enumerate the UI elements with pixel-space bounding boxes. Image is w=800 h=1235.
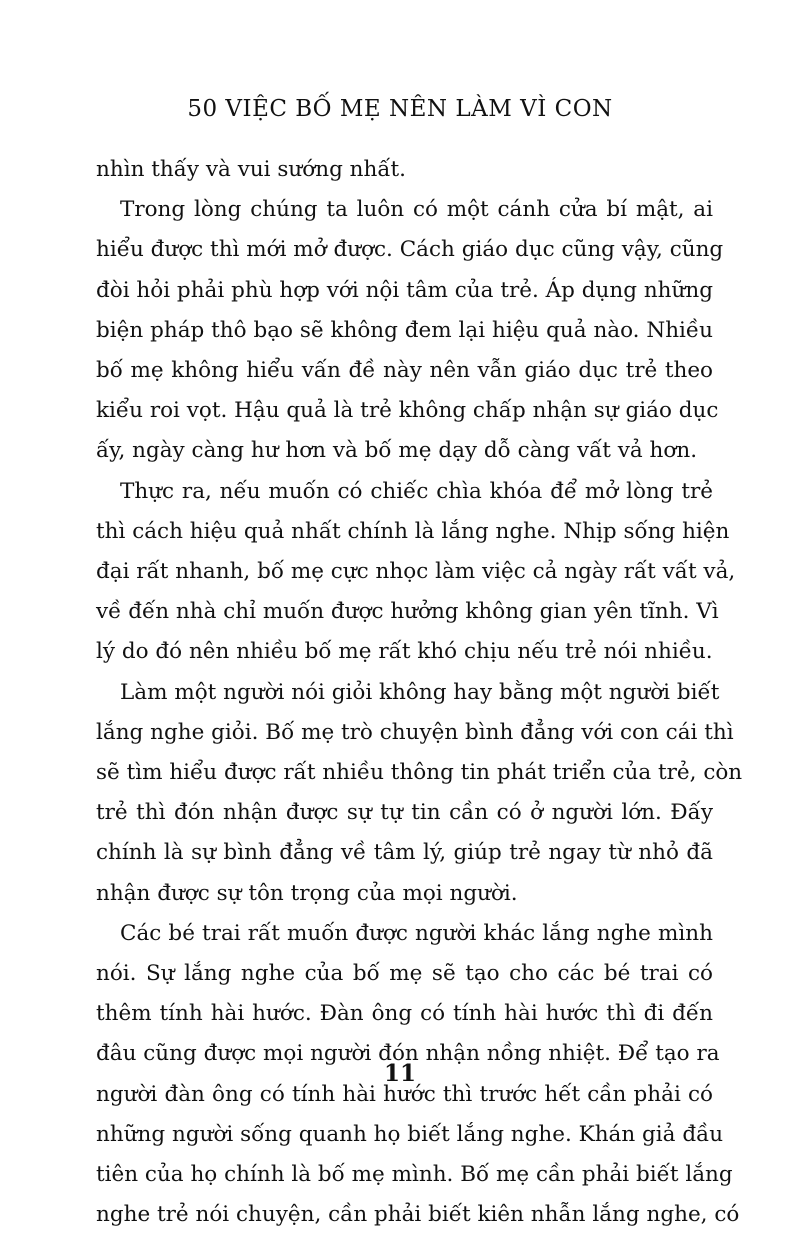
- paragraph-first-line: Các bé trai rất muốn được người khác lắng nghe mình: [120, 920, 713, 946]
- text-line: nhận được sự tôn trọng của mọi người.: [96, 880, 518, 906]
- text-line: tiên của họ chính là bố mẹ mình. Bố mẹ cần phải biết lắng: [96, 1162, 733, 1188]
- text-line: về đến nhà chỉ muốn được hưởng không gian yên tĩnh. Vì: [96, 599, 719, 625]
- text-line: biện pháp thô bạo sẽ không đem lại hiệu quả nào. Nhiều: [96, 317, 713, 343]
- text-line: chính là sự bình đẳng về tâm lý, giúp trẻ ngay từ nhỏ đã: [96, 840, 713, 866]
- text-line: kiểu roi vọt. Hậu quả là trẻ không chấp nhận sự giáo dục: [96, 398, 719, 424]
- text-line: ấy, ngày càng hư hơn và bố mẹ dạy dỗ càng vất vả hơn.: [96, 438, 698, 464]
- text-line: đại rất nhanh, bố mẹ cực nhọc làm việc cả ngày rất vất vả,: [96, 559, 736, 585]
- text-line: lắng nghe giỏi. Bố mẹ trò chuyện bình đẳng với con cái thì: [96, 719, 734, 745]
- text-line: hiểu được thì mới mở được. Cách giáo dục cũng vậy, cũng: [96, 237, 724, 263]
- text-line: người đàn ông có tính hài hước thì trước hết cần phải có: [96, 1081, 713, 1107]
- text-line: lý do đó nên nhiều bố mẹ rất khó chịu nếu trẻ nói nhiều.: [96, 639, 713, 665]
- text-line: thì cách hiệu quả nhất chính là lắng nghe. Nhịp sống hiện: [96, 518, 730, 544]
- paragraph-first-line: Làm một người nói giỏi không hay bằng một người biết: [120, 679, 720, 705]
- text-line: thêm tính hài hước. Đàn ông có tính hài hước thì đi đến: [96, 1001, 713, 1027]
- running-header: 50 VIỆC BỐ MẸ NÊN LÀM VÌ CON: [187, 96, 613, 122]
- text-line: đòi hỏi phải phù hợp với nội tâm của trẻ. Áp dụng những: [96, 277, 713, 303]
- text-line: trẻ thì đón nhận được sự tự tin cần có ở người lớn. Đấy: [96, 800, 713, 826]
- paragraph-first-line: Trong lòng chúng ta luôn có một cánh cửa bí mật, ai: [120, 197, 713, 223]
- text-line: sẽ tìm hiểu được rất nhiều thông tin phát triển của trẻ, còn: [96, 760, 743, 786]
- text-line: nghe trẻ nói chuyện, cần phải biết kiên nhẫn lắng nghe, có: [96, 1202, 740, 1228]
- page-number: 11: [383, 1060, 416, 1087]
- text-line: bố mẹ không hiểu vấn đề này nên vẫn giáo dục trẻ theo: [96, 358, 713, 384]
- text-line: nhìn thấy và vui sướng nhất.: [96, 157, 407, 182]
- text-line: những người sống quanh họ biết lắng nghe. Khán giả đầu: [96, 1121, 724, 1147]
- text-line: đâu cũng được mọi người đón nhận nồng nhiệt. Để tạo ra: [96, 1041, 720, 1067]
- paragraph-first-line: Thực ra, nếu muốn có chiếc chìa khóa để mở lòng trẻ: [120, 478, 713, 504]
- text-line: nói. Sự lắng nghe của bố mẹ sẽ tạo cho các bé trai có: [96, 961, 713, 987]
